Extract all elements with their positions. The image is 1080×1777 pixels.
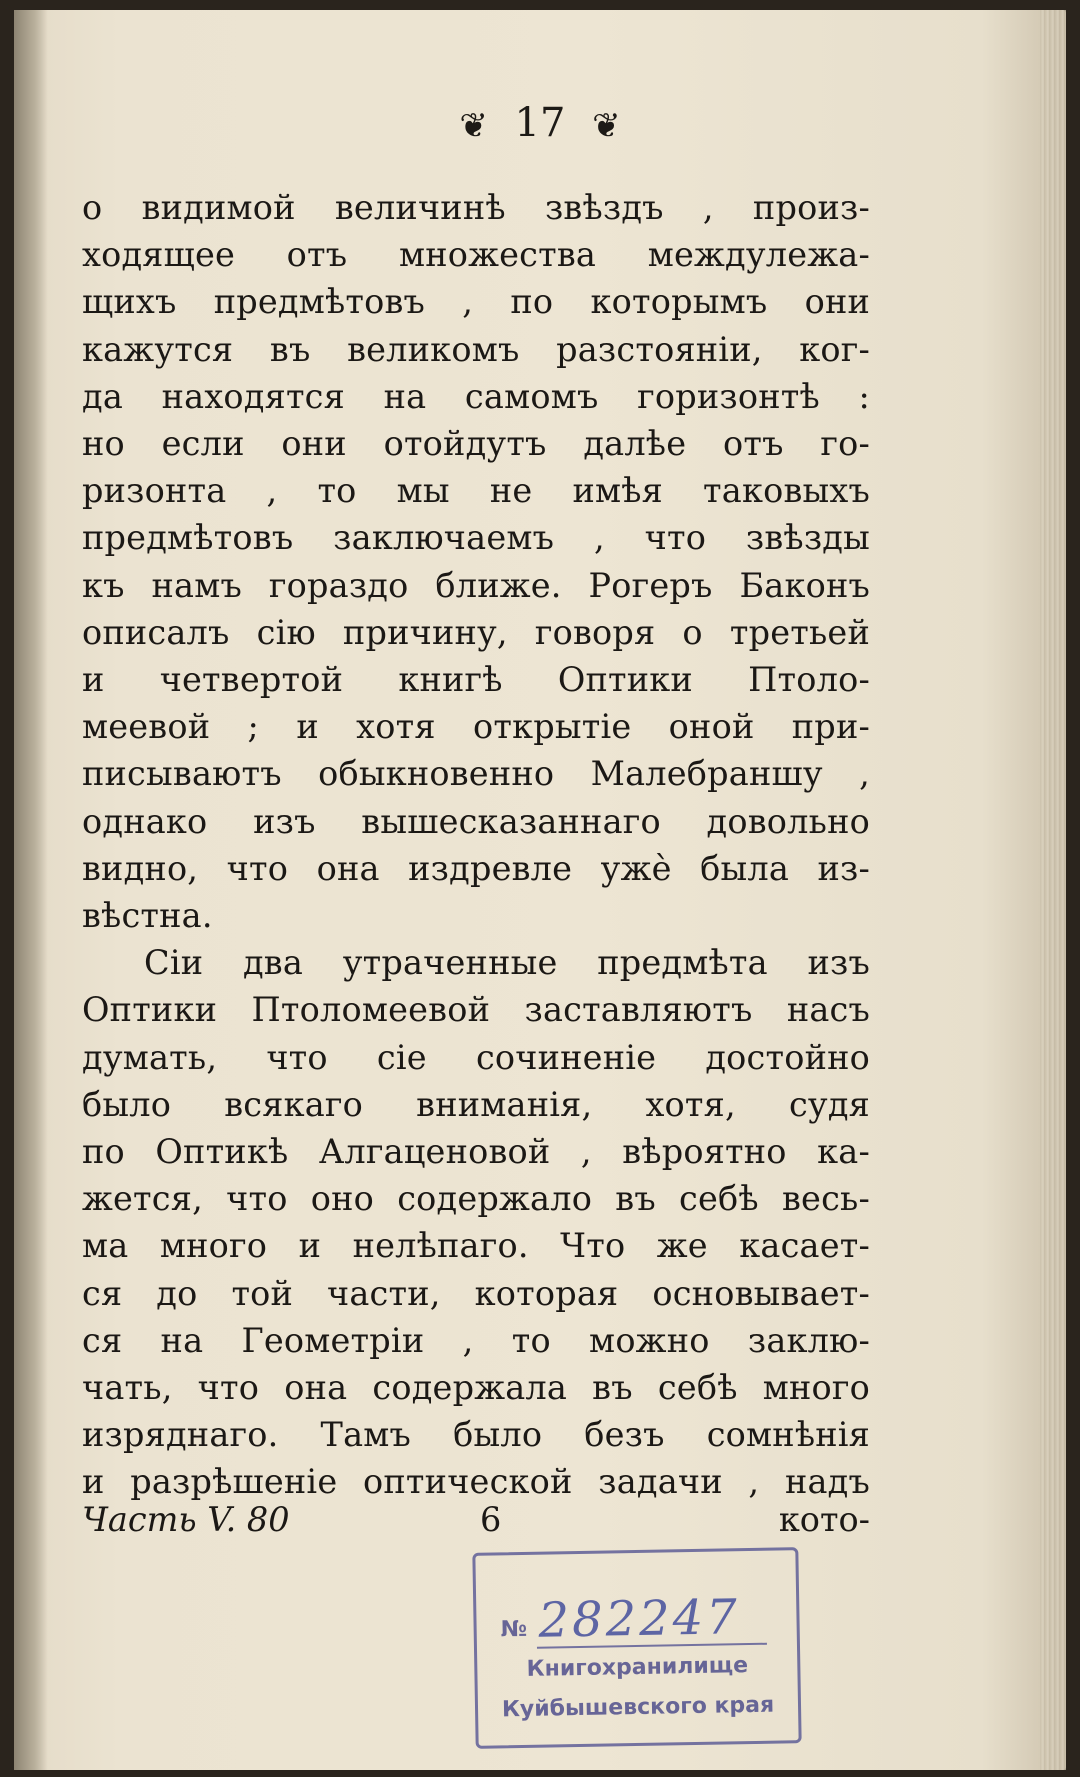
text-line: ходящее отъ множества междулежа- — [82, 235, 870, 275]
text-line: кажутся въ великомъ разстояніи, ког- — [82, 329, 870, 369]
page-footer — [82, 1500, 870, 1550]
stamp-number-label: № — [500, 1616, 528, 1643]
text-line: предмѣтовъ заключаемъ , что звѣзды — [82, 518, 870, 558]
page-number: 17 — [514, 100, 566, 146]
text-line: ся до той части, которая основывает- — [82, 1273, 870, 1313]
text-line: меевой ; и хотя открытіе оной при- — [82, 707, 870, 747]
text-line: думать, что сіе сочиненіе достойно — [82, 1037, 870, 1077]
stamp-number: 282247 — [538, 1589, 741, 1649]
ornament-left-icon: ❦ — [459, 106, 488, 146]
catchword: кото- — [778, 1500, 870, 1539]
book-page — [14, 10, 1066, 1770]
text-line: видно, что она издревле ужѐ была из- — [82, 848, 870, 888]
text-line: ризонта , то мы не имѣя таковыхъ — [82, 471, 870, 511]
text-line: Сіи два утраченные предмѣта изъ — [144, 943, 870, 983]
paragraph-1 — [82, 184, 870, 939]
text-line: да находятся на самомъ горизонтѣ : — [82, 376, 870, 416]
body-text — [82, 184, 870, 1506]
text-line: было всякаго вниманія, хотя, судя — [82, 1084, 870, 1124]
text-line: по Оптикѣ Алгаценовой , вѣроятно ка- — [82, 1132, 870, 1172]
text-line: писываютъ обыкновенно Малебраншу , — [82, 754, 870, 794]
text-line: щихъ предмѣтовъ , по которымъ они — [82, 282, 870, 322]
text-line: ма много и нелѣпаго. Что же касает- — [82, 1226, 870, 1266]
text-line: но если они отойдутъ далѣе отъ го- — [82, 424, 870, 464]
text-line: къ намъ гораздо ближе. Рогеръ Баконъ — [82, 565, 870, 605]
text-line: описалъ сію причину, говоря о третьей — [82, 612, 870, 652]
running-header — [14, 100, 1066, 146]
text-line: о видимой величинѣ звѣздъ , произ- — [82, 188, 870, 227]
page-edge — [1040, 10, 1066, 1770]
text-line: изряднаго. Тамъ было безъ сомнѣнія — [82, 1415, 870, 1455]
stamp-line-2: Куйбышевского края — [501, 1692, 775, 1723]
library-stamp — [472, 1547, 801, 1749]
text-line: однако изъ вышесказаннаго довольно — [82, 801, 870, 841]
text-line: ся на Геометріи , то можно заклю- — [82, 1320, 870, 1360]
text-line: вѣстна. — [82, 896, 213, 936]
page-gutter — [14, 10, 48, 1770]
stamp-line-1: Книгохранилище — [526, 1653, 749, 1682]
paragraph-2 — [82, 939, 870, 1505]
text-line: и четвертой книгѣ Оптики Птоло- — [82, 660, 870, 700]
signature-mark: Часть V. 80 — [82, 1500, 290, 1539]
text-line: чать, что она содержала въ себѣ много — [82, 1368, 870, 1408]
text-line: жется, что оно содержало въ себѣ весь- — [82, 1179, 870, 1219]
signature-number: 6 — [480, 1500, 502, 1539]
text-line: и разрѣшеніе оптической задачи , надъ — [82, 1462, 870, 1502]
ornament-right-icon: ❦ — [592, 106, 621, 146]
text-line: Оптики Птоломеевой заставляютъ насъ — [82, 990, 870, 1030]
